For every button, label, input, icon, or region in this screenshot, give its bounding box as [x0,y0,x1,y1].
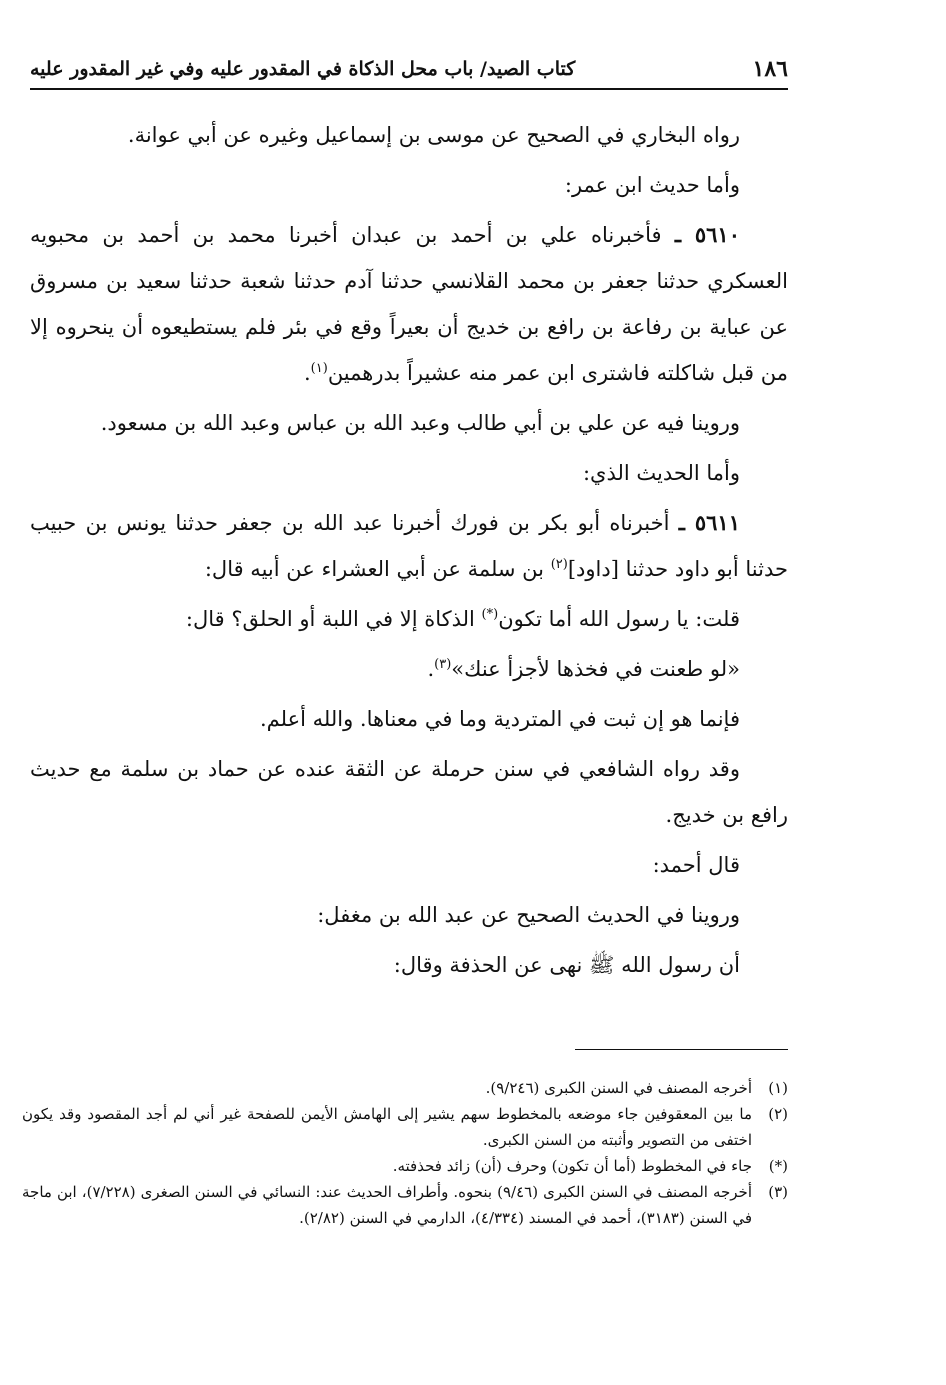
footnote-mark: (١) [768,1079,788,1097]
paragraph: وروينا في الحديث الصحيح عن عبد الله بن مغفل: [317,903,740,927]
paragraph: «لو طعنت في فخذها لأجزأ عنك»$^{(٣)}$. [427,657,740,681]
paragraph: وأما حديث ابن عمر: [564,173,740,197]
footnote-mark: (*) [768,1157,788,1175]
footnotes [22,1075,788,1231]
paragraph: فإنما هو إن ثبت في المتردية وما في معناها. والله أعلم. [260,707,740,731]
paragraph: قلت: يا رسول الله أما تكون(*) الذكاة إلا في اللبة أو الحلق؟ قال: [185,607,740,631]
footnote: (٣) أخرجه المصنف في السنن الكبرى (٩/٤٦) بنحوه. وأطراف الحديث عند: النسائي في السنن الصغرى (٧/٢٢٨)، ابن ماجة في السنن (٣١٨٣)، أحمد في المسند (٤/٣٣٤)، الدارمي في السنن (٢/٨٢). [22,1179,788,1231]
footnote-separator [575,1049,788,1050]
paragraph: رواه البخاري في الصحيح عن موسى بن إسماعيل وغيره عن أبي عوانة. [127,123,740,147]
footnote: (*) جاء في المخطوط (أما أن تكون) وحرف (أن) زائد فحذفته. [22,1153,788,1179]
paragraph: وأما الحديث الذي: [582,461,740,485]
hadith-number: ٥٦١١ ـ [678,510,740,535]
hadith-number: ٥٦١٠ ـ [674,222,740,247]
footnote-ref: (٢) [550,557,568,572]
running-title: كتاب الصيد/ باب محل الذكاة في المقدور عليه وفي غير المقدور عليه [30,58,576,80]
hadith-5611: ٥٦١١ ـ أخبرناه أبو بكر بن فورك أخبرنا عبد الله بن جعفر حدثنا يونس بن حبيب حدثنا أبو داود حدثنا [داود]$^{(٢)}$ بن سلمة عن أبي العشراء عن أبيه قال: [30,510,788,581]
paragraph: وقد رواه الشافعي في سنن حرملة عن الثقة عنده عن حماد بن سلمة مع حديث رافع بن خديج. [30,757,788,827]
page-number: ١٨٦ [752,56,788,82]
footnote-ref: (*) [481,607,499,622]
paragraph: وروينا فيه عن علي بن أبي طالب وعبد الله بن عباس وعبد الله بن مسعود. [100,411,740,435]
hadith-5610: ٥٦١٠ ـ فأخبرناه علي بن أحمد بن عبدان أخبرنا محمد بن أحمد بن محبويه العسكري حدثنا جعفر بن محمد القلانسي حدثنا آدم حدثنا شعبة حدثنا سعيد بن مسروق عن عباية بن رفاعة بن رافع بن خديج أن بعيراً وقع في بئر فلم يستطيعوه أن ينحروه إلا من قبل شاكلته فاشترى ابن عمر منه عشيراً بدرهمين$^{(١)}$. [30,222,788,385]
footnote-mark: (٣) [768,1183,788,1201]
footnote-ref: (٣) [434,657,452,672]
paragraph: قال أحمد: [652,853,740,877]
footnote: (١) أخرجه المصنف في السنن الكبرى (٩/٢٤٦). [22,1075,788,1101]
paragraph: أن رسول الله ﷺ نهى عن الحذفة وقال: [393,953,740,977]
page-header [30,50,788,90]
footnote: (٢) ما بين المعقوفين جاء موضعه بالمخطوط سهم يشير إلى الهامش الأيمن للصفحة غير أني لم أجد المقصود وقد يكون اختفى من التصوير وأثبته من السنن الكبرى. [22,1101,788,1153]
footnote-mark: (٢) [768,1105,788,1123]
main-text [30,112,788,992]
footnote-ref: (١) [310,361,328,376]
